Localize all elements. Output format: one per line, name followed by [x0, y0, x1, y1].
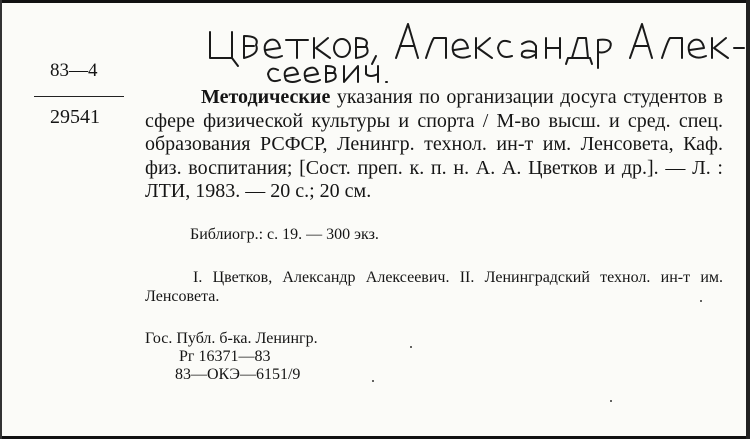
speck: [410, 346, 412, 348]
tracing-entries: I. Цветков, Александр Алексеевич. II. Ленинградский технол. ин-т им. Ленсовета.: [145, 269, 723, 305]
library-code: Рг 16371—83: [179, 348, 271, 365]
description-text: указания по организации досуга студентов в сфере физической культуры и спорта / М-во высш. и сред. спец. образования РСФСР, Ленингр. технол. ин-т им. Ленсовета, Каф. физ. воспитания; [Сост. преп. к. п. н. А. А. Цветков и др.]. — Л. : ЛТИ, 1983. — 20 с.; 20 см.: [145, 86, 723, 202]
bibliographic-description: [145, 86, 723, 204]
card-code: 83—ОКЭ—6151/9: [175, 366, 301, 383]
bibliography-note: Библиогр.: с. 19. — 300 экз.: [190, 226, 379, 243]
inventory-number: 29541: [50, 106, 100, 128]
handwriting-drawing: [200, 10, 750, 90]
title-bold: Методические: [201, 86, 331, 108]
speck: [372, 380, 374, 382]
library-block: [145, 330, 318, 384]
speck: [610, 400, 612, 402]
speck: [700, 300, 702, 302]
classification-code: 83—4: [50, 60, 98, 81]
handwritten-heading: [200, 10, 750, 90]
card-left-border: [0, 0, 2, 439]
library-name: Гос. Публ. б-ка. Ленингр.: [145, 330, 318, 347]
classification-divider: [34, 96, 124, 97]
card-top-border: [0, 0, 750, 3]
